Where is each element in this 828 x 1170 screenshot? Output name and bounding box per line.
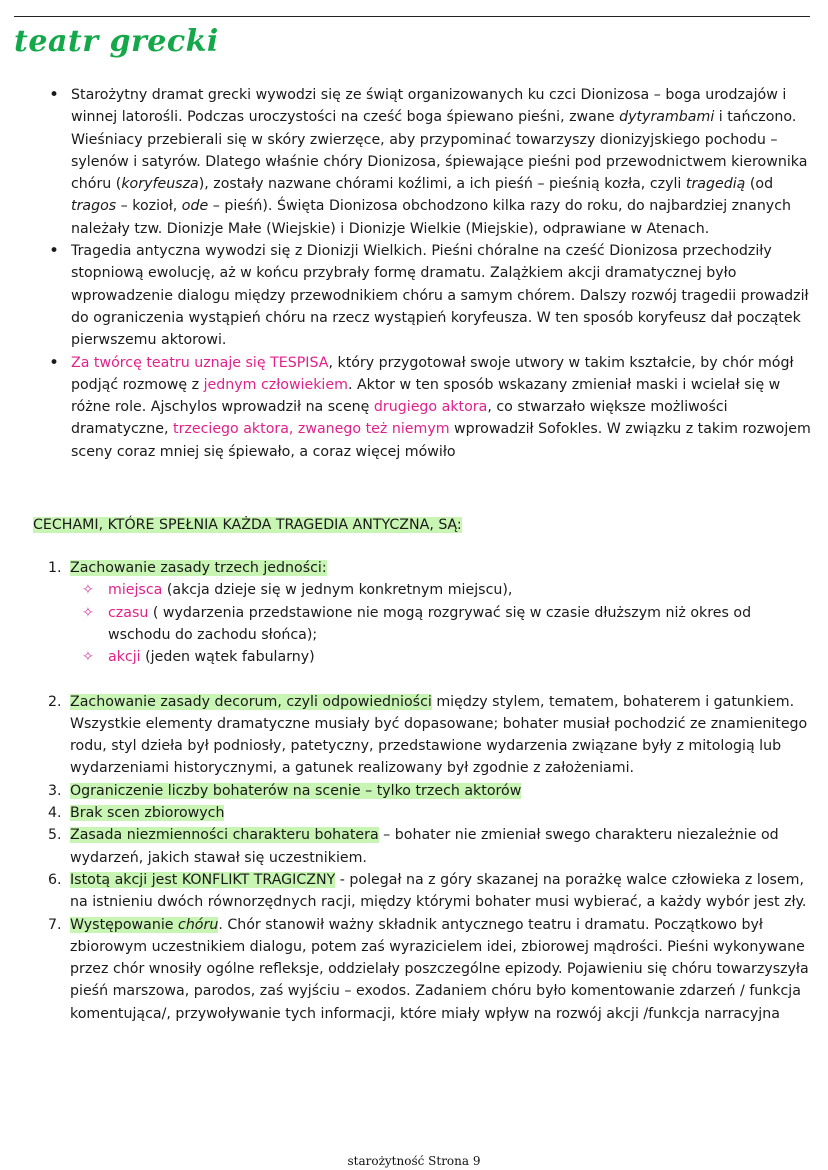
feature-item-chorus [0, 914, 828, 1025]
unity-name: czasu [108, 604, 149, 621]
text-run: tragos [71, 198, 117, 215]
text-run: tragedią [685, 176, 746, 193]
text-run: i tańczono. Wieśniacy przebierali się w skóry zwierzęce, aby przypominać towarzyszy dionizyjskiego pochodu – sylenów i satyrów. Dlatego właśnie chóry Dionizosa, śpiewające pieśni pod przewodnictwem kierownika chóru ( [71, 109, 808, 193]
feature-number: 2. [48, 693, 62, 710]
text-run: Zasada niezmienności charakteru bohatera [70, 827, 379, 844]
star-bullet-icon: ✧ [82, 649, 94, 666]
star-bullet-icon: ✧ [82, 604, 94, 621]
feature-number: 1. [48, 560, 62, 577]
intro-bullet-list [0, 84, 828, 463]
page-footer: starożytność Strona 9 [347, 1154, 481, 1168]
text-run: – kozioł, [116, 198, 182, 215]
text-run: , który przygotował swoje utwory w takim kształcie, by chór mógł podjąć rozmowę z [71, 354, 794, 393]
section-heading [33, 513, 828, 537]
text-run: , co stwarzało większe możliwości dramatyczne, [71, 399, 728, 438]
unity-name: akcji [108, 649, 141, 666]
section-heading-text: CECHAMI, KTÓRE SPEŁNIA KAŻDA TRAGEDIA ANTYCZNA, SĄ: [33, 517, 462, 534]
bullet-tragedy-evolution [0, 240, 828, 351]
text-run: Brak scen zbiorowych [70, 805, 225, 822]
unity-desc: (jeden wątek fabularny) [140, 649, 315, 666]
feature-text [70, 805, 224, 821]
feature-item-conflict [0, 869, 828, 914]
text-run: Starożytny dramat grecki wywodzi się ze świąt organizowanych ku czci Dionizosa – boga urodzajów i winnej latorośli. Podczas uroczystości na cześć boga śpiewano pieśni, zwane [71, 87, 787, 126]
feature-item-character [0, 824, 828, 869]
text-run: Tragedia antyczna wywodzi się z Dionizji Wielkich. Pieśni chóralne na cześć Dionizosa przechodziły stopniową ewolucję, aż w końcu przybrały formę dramatu. Zalążkiem akcji dramatycznej było wprowadzenie dialogu między przewodnikiem chóru a samym chórem. Dalszy rozwój tragedii prowadził do ograniczenia wystąpień chóru na rzecz wystąpień koryfeusza. W ten sposób koryfeusz dał początek pierwszemu aktorowi. [71, 243, 809, 349]
text-run: ode [181, 198, 209, 215]
page-title: teatr grecki [14, 24, 219, 59]
text-run: chóru [178, 916, 219, 933]
text-run: – bohater nie zmieniał swego charakteru niezależnie od wydarzeń, jakich stawał się uczestnikiem. [70, 827, 779, 866]
text-run: między stylem, tematem, bohaterem i gatunkiem. Wszystkie elementy dramatyczne musiały być dopasowane; bohater musiał pochodzić ze znamienitego rodu, styl dzieła był podniosły, patetyczny, przedstawione wydarzenia związane były z mitologią lub wydarzeniami historycznymi, a gatunek realizowany był zgodnie z założeniami. [70, 693, 808, 777]
text-run: ), zostały nazwane chórami koźlimi, a ich pieśń – pieśnią kozła, czyli [198, 176, 686, 193]
feature-unity-label: Zachowanie zasady trzech jedności: [70, 560, 327, 577]
text-run: koryfeusza [121, 176, 199, 193]
feature-number: 3. [48, 782, 62, 799]
unity-item-action [70, 646, 812, 668]
text-run: Istotą akcji jest KONFLIKT TRAGICZNY [70, 871, 336, 888]
text-run: (od [745, 176, 774, 193]
text-run: - polegał na z góry skazanej na porażkę walce człowieka z losem, na istnieniu dwóch równorzędnych racji, między którymi bohater musi wybierać, a każdy wybór jest zły. [70, 871, 807, 911]
feature-text [70, 694, 807, 777]
text-run: dytyrambami [619, 109, 715, 126]
text-run: – pieśń). Święta Dionizosa obchodzono kilka razy do roku, do najbardziej znanych należały tzw. Dionizje Małe (Wiejskie) i Dionizje Wielkie (Miejskie), odprawiane w Atenach. [71, 198, 791, 237]
feature-item-unity [0, 557, 828, 668]
note-body [0, 84, 828, 1025]
feature-text [70, 872, 806, 910]
unity-sublist [70, 579, 812, 668]
unity-item-place [70, 579, 812, 601]
feature-item-decorum [0, 691, 828, 780]
text-run: jednym człowiekiem [203, 376, 348, 393]
feature-number: 4. [48, 805, 62, 822]
bullet-origin [0, 84, 828, 240]
text-run: Za twórcę teatru uznaje się TESPISA [71, 354, 329, 371]
star-bullet-icon: ✧ [82, 582, 94, 599]
text-run: Zachowanie zasady decorum, czyli odpowiedniości [70, 693, 432, 710]
text-run: drugiego aktora [373, 399, 488, 416]
feature-item-three-actors [0, 780, 828, 802]
feature-number: 7. [48, 916, 62, 933]
top-rule [14, 16, 810, 17]
unity-desc: (akcja dzieje się w jednym konkretnym miejscu), [162, 582, 513, 599]
unity-item-time [70, 602, 812, 647]
text-run: . Chór stanowił ważny składnik antycznego teatru i dramatu. Początkowo był zbiorowym uczestnikiem dialogu, potem zaś wyrazicielem idei, zbiorowej mądrości. Pieśni wykonywane przez chór wnosiły ogólne refleksje, oddzielały poszczególne epizody. Pojawieniu się chóru towarzyszyła pieśń marszowa, parodos, zaś wyjściu – exodos. Zadaniem chóru było komentowanie zdarzeń / funkcja komentująca/, przywoływanie tych informacji, które miały wpływ na rozwój akcji /funkcja narracyjna [70, 916, 809, 1022]
text-run: Występowanie [70, 916, 179, 933]
feature-number: 5. [48, 827, 62, 844]
text-run: trzeciego aktora, zwanego też niemym [173, 421, 450, 438]
feature-text [70, 917, 809, 1022]
feature-number: 6. [48, 871, 62, 888]
text-run: Ograniczenie liczby bohaterów na scenie – tylko trzech aktorów [70, 782, 522, 799]
feature-text [70, 827, 779, 865]
bullet-tespis [0, 352, 828, 463]
unity-desc: ( wydarzenia przedstawione nie mogą rozgrywać się w czasie dłuższym niż okres od wschodu do zachodu słońca); [108, 604, 752, 643]
features-list [0, 557, 828, 1025]
text-run: wprowadził Sofokles. W związku z takim rozwojem sceny coraz mniej się śpiewało, a coraz więcej mówiło [71, 421, 811, 460]
feature-item-no-crowd [0, 802, 828, 824]
text-run: . Aktor w ten sposób wskazany zmieniał maski i wcielał się w różne role. Ajschylos wprowadził na scenę [71, 376, 781, 416]
feature-text [70, 783, 521, 799]
unity-name: miejsca [108, 582, 163, 599]
